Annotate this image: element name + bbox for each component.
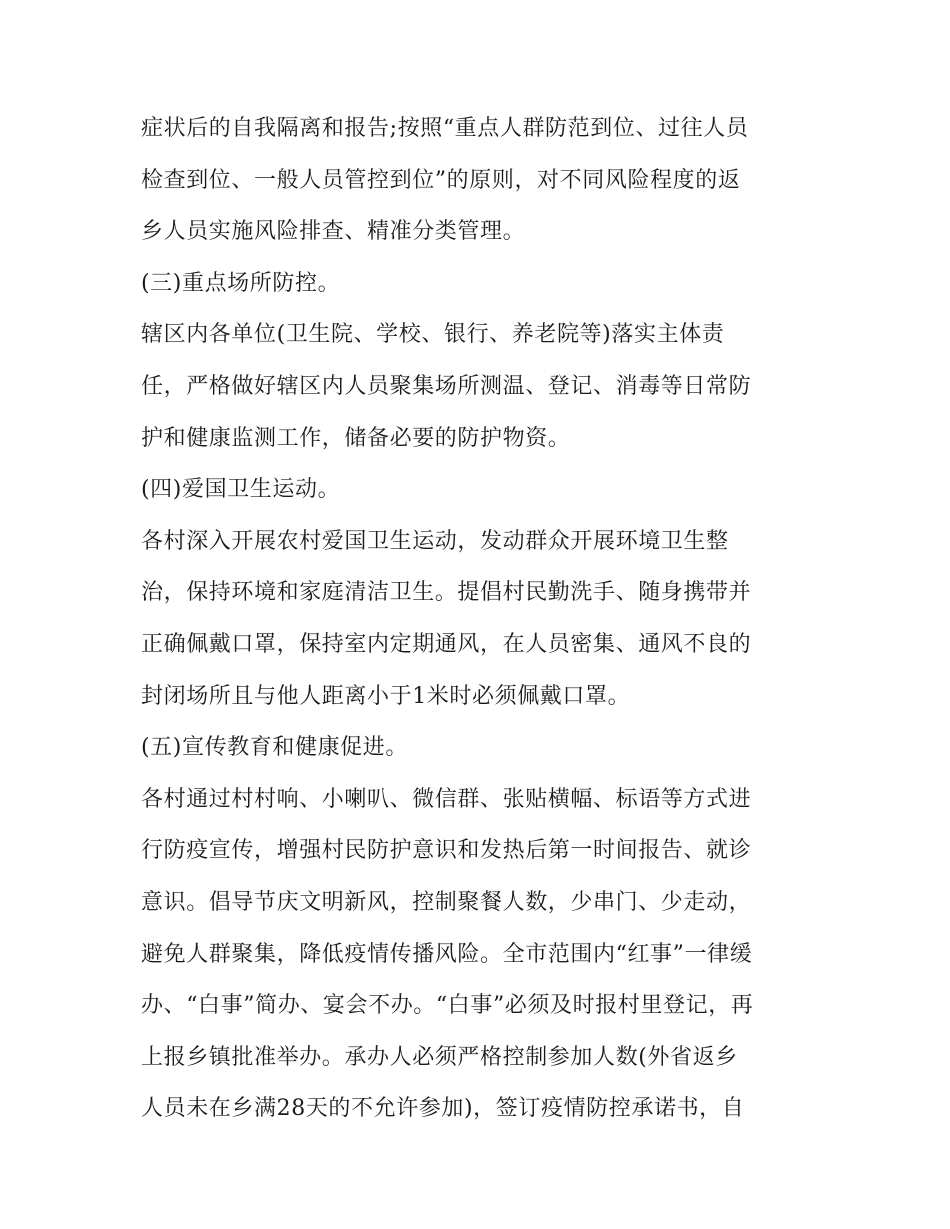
text-line: 各村深入开展农村爱国卫生运动，发动群众开展环境卫生整: [141, 528, 729, 554]
text-line: 各村通过村村响、小喇叭、微信群、张贴横幅、标语等方式进: [141, 786, 752, 812]
text-line: 治，保持环境和家庭清洁卫生。提倡村民勤洗手、随身携带并: [141, 580, 752, 606]
text-line: 行防疫宣传，增强村民防护意识和发热后第一时间报告、就诊: [141, 838, 752, 864]
section-heading: (四)爱国卫生运动。: [141, 477, 341, 503]
text-line: 意识。倡导节庆文明新风，控制聚餐人数，少串门、少走动，: [141, 889, 752, 915]
text-line: 乡人员实施风险排查、精准分类管理。: [141, 219, 526, 245]
text-line: 封闭场所且与他人距离小于1米时必须佩戴口罩。: [141, 683, 631, 709]
text-line: 上报乡镇批准举办。承办人必须严格控制参加人数(外省返乡: [141, 1044, 738, 1070]
text-line: 避免人群聚集，降低疫情传播风险。全市范围内“红事”一律缓: [141, 941, 753, 967]
text-line: 症状后的自我隔离和报告;按照“重点人群防范到位、过往人员: [141, 116, 749, 141]
text-line: 辖区内各单位(卫生院、学校、银行、养老院等)落实主体责: [141, 322, 725, 348]
text-line: 任，严格做好辖区内人员聚集场所测温、登记、消毒等日常防: [141, 373, 752, 399]
section-heading: (五)宣传教育和健康促进。: [141, 735, 408, 761]
text-line: 正确佩戴口罩，保持室内定期通风，在人员密集、通风不良的: [141, 631, 752, 657]
text-line: 护和健康监测工作，储备必要的防护物资。: [141, 425, 571, 451]
text-line: 检查到位、一般人员管控到位”的原则，对不同风险程度的返: [141, 167, 741, 193]
text-line: 人员未在乡满28天的不允许参加)，签订疫情防控承诺书，自: [141, 1096, 745, 1122]
text-line: 办、“白事”简办、宴会不办。“白事”必须及时报村里登记，再: [141, 993, 754, 1019]
section-heading: (三)重点场所防控。: [141, 270, 341, 296]
document-page: [141, 110, 821, 1142]
